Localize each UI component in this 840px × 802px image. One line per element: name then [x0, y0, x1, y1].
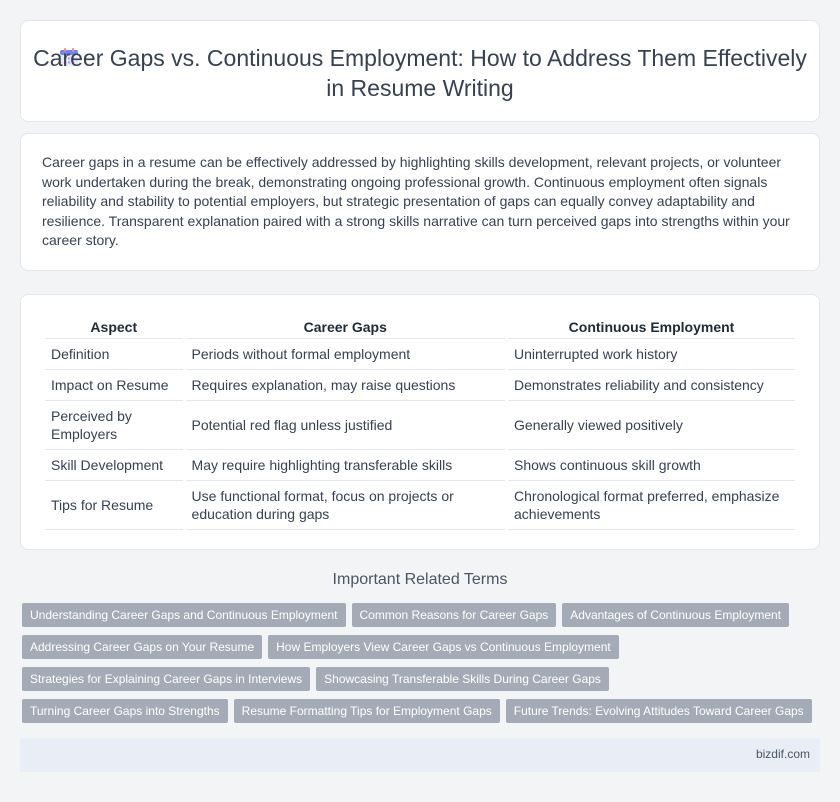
table-cell: Generally viewed positively [508, 401, 795, 450]
table-cell: Impact on Resume [45, 370, 183, 401]
table-cell: Tips for Resume [45, 481, 183, 530]
page-title: Career Gaps vs. Continuous Employment: How to Address Them Effectively in Resume Writing [33, 45, 807, 101]
related-term-tag[interactable]: Advantages of Continuous Employment [562, 603, 789, 627]
related-term-tag[interactable]: Future Trends: Evolving Attitudes Toward Career Gaps [506, 699, 812, 723]
title-card [20, 20, 820, 122]
table-cell: Periods without formal employment [186, 339, 505, 370]
header-aspect: Aspect [45, 313, 183, 339]
table-cell: Requires explanation, may raise questions [186, 370, 505, 401]
related-term-tag[interactable]: Showcasing Transferable Skills During Career Gaps [316, 667, 609, 691]
table-row [45, 339, 795, 370]
table-cell: Demonstrates reliability and consistency [508, 370, 795, 401]
table-cell: Potential red flag unless justified [186, 401, 505, 450]
table-cell: Use functional format, focus on projects or education during gaps [186, 481, 505, 530]
comparison-card [20, 294, 820, 550]
table-cell: May require highlighting transferable skills [186, 450, 505, 481]
related-term-tag[interactable]: Turning Career Gaps into Strengths [22, 699, 228, 723]
table-header-row [45, 313, 795, 339]
related-term-tag[interactable]: Addressing Career Gaps on Your Resume [22, 635, 262, 659]
table-cell: Perceived by Employers [45, 401, 183, 450]
header-career-gaps: Career Gaps [186, 313, 505, 339]
intro-paragraph: Career gaps in a resume can be effectively addressed by highlighting skills development, relevant projects, or volunteer work undertaken during the break, demonstrating ongoing professional growth. Continuous employment often signals reliability and stability to potential employers, but strategic presentation of gaps can equally convey adaptability and resilience. Transparent explanation paired with a strong skills narrative can turn perceived gaps into strengths within your career story. [42, 154, 790, 248]
related-terms-title: Important Related Terms [332, 571, 508, 588]
comparison-table [42, 313, 798, 530]
footer [20, 738, 820, 772]
related-term-tag[interactable]: Strategies for Explaining Career Gaps in Interviews [22, 667, 310, 691]
header-continuous-employment: Continuous Employment [508, 313, 795, 339]
related-terms-list [22, 603, 818, 723]
related-term-tag[interactable]: Resume Formatting Tips for Employment Gaps [234, 699, 500, 723]
related-term-tag[interactable]: Understanding Career Gaps and Continuous Employment [22, 603, 346, 627]
intro-card [20, 133, 820, 271]
table-row [45, 370, 795, 401]
related-term-tag[interactable]: Common Reasons for Career Gaps [352, 603, 557, 627]
table-cell: Shows continuous skill growth [508, 450, 795, 481]
table-row [45, 450, 795, 481]
table-row [45, 401, 795, 450]
table-row [45, 481, 795, 530]
footer-brand[interactable]: bizdif.com [755, 747, 810, 761]
table-cell: Definition [45, 339, 183, 370]
table-cell: Chronological format preferred, emphasize achievements [508, 481, 795, 530]
table-cell: Skill Development [45, 450, 183, 481]
related-term-tag[interactable]: How Employers View Career Gaps vs Continuous Employment [268, 635, 619, 659]
table-cell: Uninterrupted work history [508, 339, 795, 370]
